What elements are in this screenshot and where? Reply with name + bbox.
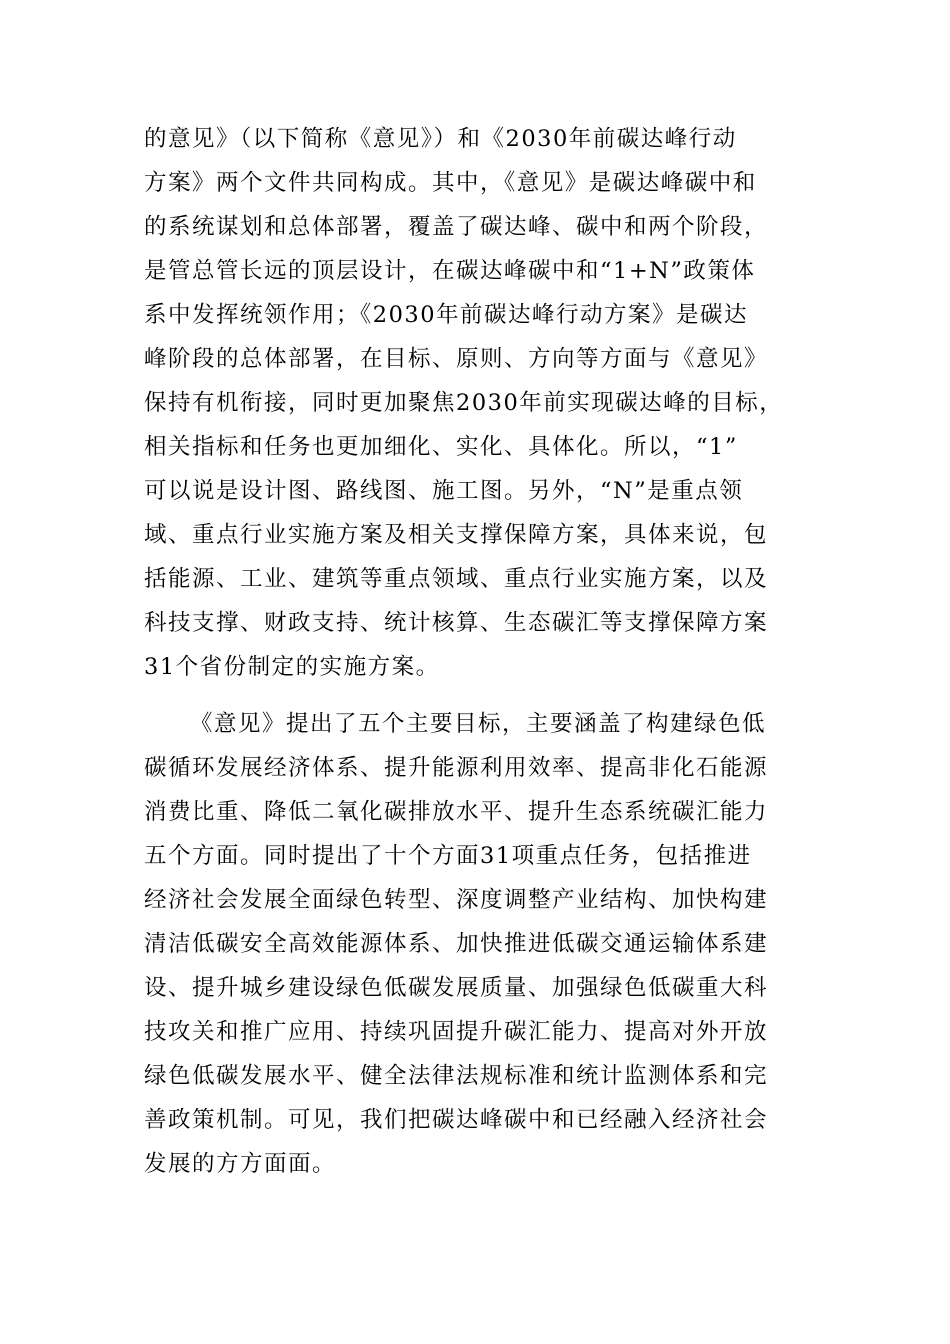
text-line: 峰阶段的总体部署，在目标、原则、方向等方面与《意见》 <box>144 346 769 372</box>
text-line: 善政策机制。可见，我们把碳达峰碳中和已经融入经济社会 <box>144 1107 769 1133</box>
text-line: 消费比重、降低二氧化碳排放水平、提升生态系统碳汇能力 <box>144 799 769 825</box>
text-line: 发展的方方面面。 <box>144 1151 337 1177</box>
text-line-first: 《意见》提出了五个主要目标，主要涵盖了构建绿色低 <box>190 711 767 737</box>
text-line: 31个省份制定的实施方案。 <box>144 654 440 680</box>
text-line: 科技支撑、财政支持、统计核算、生态碳汇等支撑保障方案 <box>144 610 769 636</box>
text-line: 设、提升城乡建设绿色低碳发展质量、加强绿色低碳重大科 <box>144 975 769 1001</box>
text-line: 清洁低碳安全高效能源体系、加快推进低碳交通运输体系建 <box>144 931 769 957</box>
text-line: 系中发挥统领作用；《2030年前碳达峰行动方案》是碳达 <box>144 302 749 328</box>
text-line: 五个方面。同时提出了十个方面31项重点任务，包括推进 <box>144 843 752 869</box>
text-line: 碳循环发展经济体系、提升能源利用效率、提高非化石能源 <box>144 755 769 781</box>
text-line: 是管总管长远的顶层设计，在碳达峰碳中和“1+N”政策体 <box>144 258 756 284</box>
text-line: 的意见》（以下简称《意见》）和《2030年前碳达峰行动 <box>144 126 737 152</box>
text-line: 括能源、工业、建筑等重点领域、重点行业实施方案，以及 <box>144 566 769 592</box>
text-line: 可以说是设计图、路线图、施工图。另外，“N”是重点领 <box>144 478 744 504</box>
text-line: 保持有机衔接，同时更加聚焦2030年前实现碳达峰的目标， <box>144 390 784 416</box>
text-line: 相关指标和任务也更加细化、实化、具体化。所以，“1” <box>144 434 738 460</box>
text-line: 方案》两个文件共同构成。其中，《意见》是碳达峰碳中和 <box>144 170 757 196</box>
text-line: 经济社会发展全面绿色转型、深度调整产业结构、加快构建 <box>144 887 769 913</box>
text-line: 域、重点行业实施方案及相关支撑保障方案，具体来说，包 <box>144 522 769 548</box>
text-line: 技攻关和推广应用、持续巩固提升碳汇能力、提高对外开放 <box>144 1019 769 1045</box>
paragraph-1 <box>144 117 808 689</box>
paragraph-2 <box>144 702 808 1186</box>
text-line: 的系统谋划和总体部署，覆盖了碳达峰、碳中和两个阶段， <box>144 214 769 240</box>
text-line: 绿色低碳发展水平、健全法律法规标准和统计监测体系和完 <box>144 1063 769 1089</box>
